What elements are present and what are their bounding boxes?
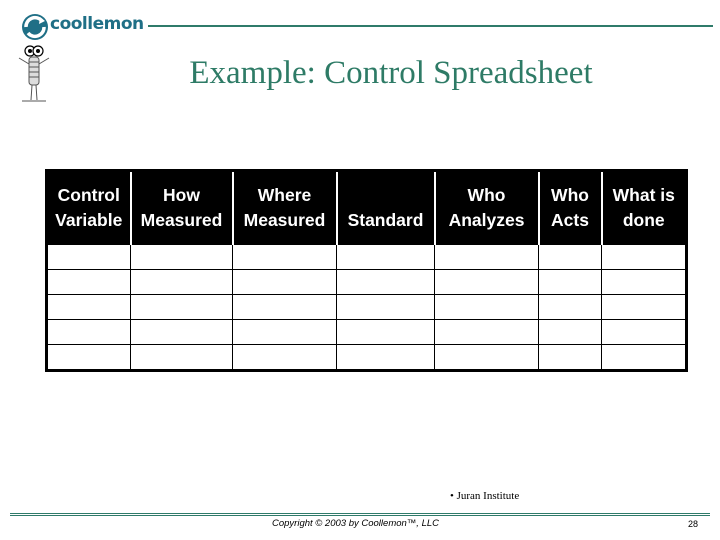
table-cell[interactable] (131, 245, 233, 270)
table-cell[interactable] (47, 270, 131, 295)
table-cell[interactable] (47, 320, 131, 345)
table-cell[interactable] (47, 295, 131, 320)
footer-divider (10, 513, 710, 514)
table-row (47, 270, 687, 295)
table-cell[interactable] (602, 320, 687, 345)
header-divider (148, 25, 713, 27)
slide-title: Example: Control Spreadsheet (189, 55, 593, 91)
table-row (47, 320, 687, 345)
table-cell[interactable] (131, 270, 233, 295)
table-cell[interactable] (539, 345, 602, 371)
table-cell[interactable] (131, 345, 233, 371)
table-cell[interactable] (435, 245, 539, 270)
control-spreadsheet-table (45, 169, 688, 372)
table-cell[interactable] (337, 270, 435, 295)
table-cell[interactable] (337, 245, 435, 270)
table-cell[interactable] (337, 320, 435, 345)
table-cell[interactable] (337, 295, 435, 320)
table-cell[interactable] (435, 345, 539, 371)
table-cell[interactable] (233, 345, 337, 371)
table-cell[interactable] (233, 320, 337, 345)
column-header: How Measured (131, 171, 233, 245)
table-cell[interactable] (602, 245, 687, 270)
table-row (47, 245, 687, 270)
column-header: Where Measured (233, 171, 337, 245)
table-cell[interactable] (47, 245, 131, 270)
column-header: Control Variable (47, 171, 131, 245)
column-header: Who Analyzes (435, 171, 539, 245)
page-number: 28 (688, 519, 699, 529)
table-cell[interactable] (435, 295, 539, 320)
table-row (47, 295, 687, 320)
footer-divider-secondary (10, 515, 710, 516)
table-cell[interactable] (602, 295, 687, 320)
column-header: Who Acts (539, 171, 602, 245)
table-cell[interactable] (435, 320, 539, 345)
table-cell[interactable] (539, 320, 602, 345)
copyright-text: Copyright © 2003 by Coollemon™, LLC (272, 518, 440, 529)
swirl-logo-icon (20, 12, 52, 42)
table-cell[interactable] (539, 245, 602, 270)
header-row (47, 171, 687, 245)
table-cell[interactable] (233, 295, 337, 320)
table-cell[interactable] (233, 245, 337, 270)
column-header: What is done (602, 171, 687, 245)
table-cell[interactable] (539, 295, 602, 320)
table-cell[interactable] (233, 270, 337, 295)
table-cell[interactable] (131, 295, 233, 320)
table-cell[interactable] (337, 345, 435, 371)
table-cell[interactable] (539, 270, 602, 295)
table-cell[interactable] (47, 345, 131, 371)
column-header: Standard (337, 171, 435, 245)
table-cell[interactable] (435, 270, 539, 295)
table-row (47, 345, 687, 371)
table-cell[interactable] (602, 270, 687, 295)
table-cell[interactable] (131, 320, 233, 345)
table-body (47, 245, 687, 371)
source-note: • Juran Institute (450, 490, 520, 502)
table-cell[interactable] (602, 345, 687, 371)
coollemon-logo (20, 12, 144, 42)
brand-name: coollemon (50, 14, 144, 34)
